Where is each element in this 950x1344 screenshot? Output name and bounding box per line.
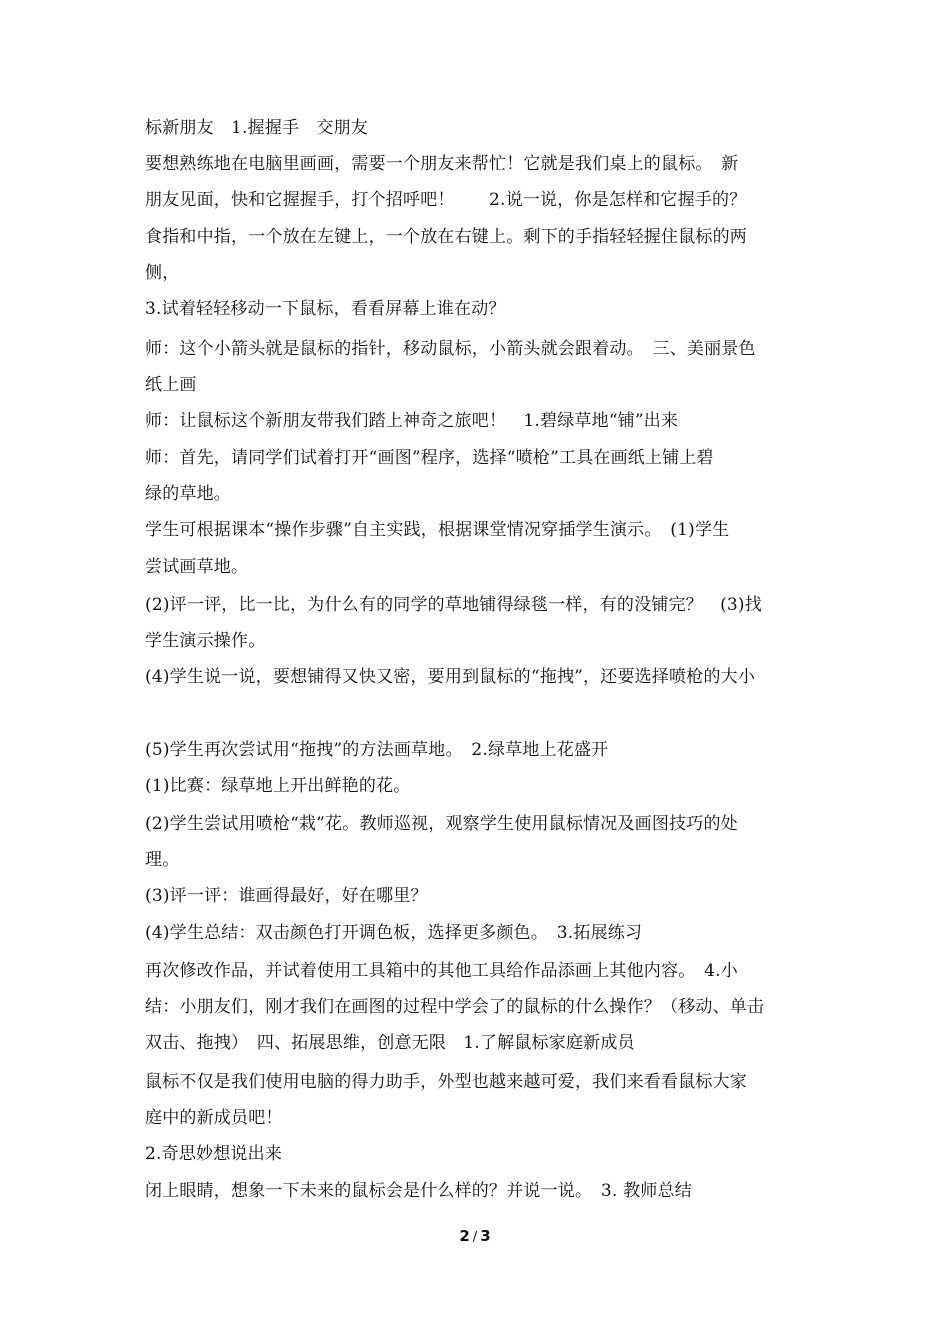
- total-pages-number: 3: [480, 1227, 491, 1245]
- text-line: 侧，: [145, 263, 180, 283]
- text-line: (1)比赛：绿草地上开出鲜艳的花。: [145, 776, 411, 796]
- text-line: 食指和中指，一个放在左键上，一个放在右键上。剩下的手指轻轻握住鼠标的两: [145, 227, 747, 247]
- text-line: 2.奇思妙想说出来: [145, 1144, 283, 1164]
- text-line: 3.试着轻轻移动一下鼠标，看看屏幕上谁在动？: [145, 299, 506, 319]
- text-line: (3)评一评：谁画得最好，好在哪里？: [145, 886, 428, 906]
- text-line: 学生演示操作。: [145, 631, 266, 651]
- text-line: 绿的草地。: [145, 484, 231, 504]
- text-line: 鼠标不仅是我们使用电脑的得力助手，外型也越来越可爱，我们来看看鼠标大家: [145, 1072, 747, 1092]
- text-line: 学生可根据课本“操作步骤”自主实践，根据课堂情况穿插学生演示。 (1)学生: [145, 520, 730, 540]
- current-page-number: 2: [459, 1227, 470, 1245]
- text-line: (4)学生说一说，要想铺得又快又密，要用到鼠标的“拖拽”，还要选择喷枪的大小: [145, 667, 756, 687]
- text-line: (4)学生总结：双击颜色打开调色板，选择更多颜色。 3.拓展练习: [145, 923, 643, 943]
- text-line: 师：这个小箭头就是鼠标的指针，移动鼠标，小箭头就会跟着动。 三、美丽景色: [145, 339, 756, 359]
- text-line: 闭上眼睛，想象一下未来的鼠标会是什么样的？并说一说。 3. 教师总结: [145, 1181, 692, 1201]
- text-line: 双击、拖拽） 四、拓展思维，创意无限 1.了解鼠标家庭新成员: [145, 1033, 635, 1053]
- text-line: 朋友见面，快和它握握手，打个招呼吧！ 2.说一说，你是怎样和它握手的？: [145, 190, 747, 210]
- text-line: 庭中的新成员吧！: [145, 1108, 283, 1128]
- text-line: 纸上画: [145, 375, 197, 395]
- text-line: 理。: [145, 850, 180, 870]
- page-separator: /: [472, 1230, 478, 1245]
- text-line: 再次修改作品，并试着使用工具箱中的其他工具给作品添画上其他内容。 4.小: [145, 961, 738, 981]
- text-line: 要想熟练地在电脑里画画，需要一个朋友来帮忙！它就是我们桌上的鼠标。 新: [145, 154, 739, 174]
- text-line: 结：小朋友们，刚才我们在画图的过程中学会了的鼠标的什么操作？（移动、单击: [145, 997, 765, 1017]
- text-line: (2)学生尝试用喷枪“栽”花。教师巡视，观察学生使用鼠标情况及画图技巧的处: [145, 814, 738, 834]
- page-number: [0, 1224, 950, 1250]
- text-line: 师：让鼠标这个新朋友带我们踏上神奇之旅吧！ 1.碧绿草地“铺”出来: [145, 411, 679, 431]
- text-line: (5)学生再次尝试用“拖拽”的方法画草地。 2.绿草地上花盛开: [145, 740, 609, 760]
- text-line: 尝试画草地。: [145, 557, 249, 577]
- text-line: (2)评一评，比一比，为什么有的同学的草地铺得绿毯一样，有的没铺完？ (3)找: [145, 595, 762, 615]
- text-line: 师：首先，请同学们试着打开“画图”程序，选择“喷枪”工具在画纸上铺上碧: [145, 448, 714, 468]
- text-line: 标新朋友 1.握握手 交朋友: [145, 118, 369, 138]
